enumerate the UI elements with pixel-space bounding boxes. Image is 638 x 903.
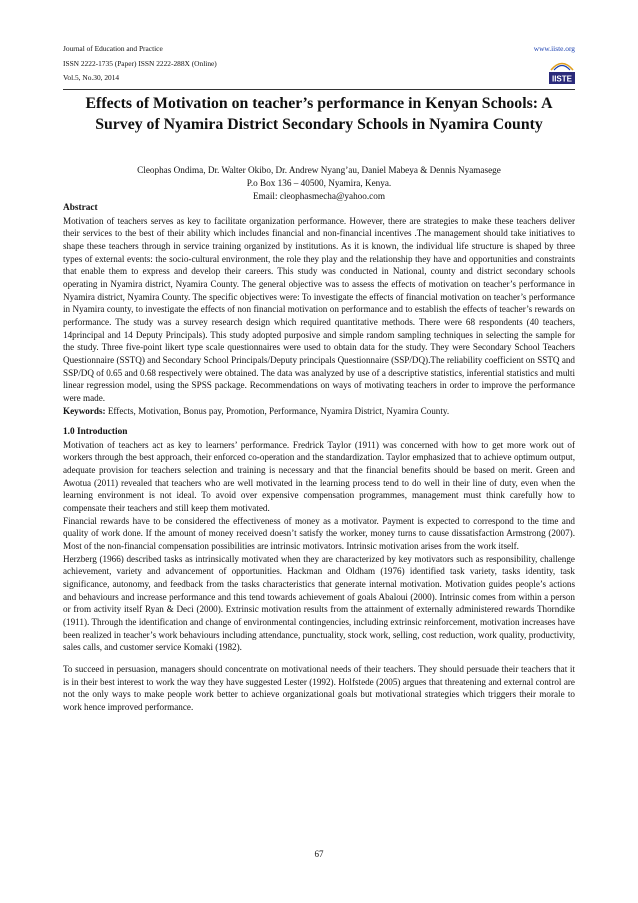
- intro-paragraph-2: Financial rewards have to be considered the effectiveness of money as a motivator. Payment is expected to correspond to the time and quality of work done. If the amount of money received doesn’t satisfy the worker, money turns to cause dissatisfaction Armstrong (2007). Most of the non-financial compensation possibilities are intrinsic motivators. Intrinsic motivation arises from the work itself.: [63, 515, 575, 552]
- logo-text: IISTE: [551, 74, 573, 84]
- author-block: [63, 164, 575, 203]
- abstract-text: Motivation of teachers serves as key to facilitate organization performance. However, there are strategies to make these teachers deliver their services to the best of their ability which includes financial and non-financial incentives .The management should take initiatives to shape these teachers through in service training organized by institutions. As it is known, the individual life structure is shaped by three types of external events: the socio-cultural environment, the role they play and the relationship they have and opportunities and constraints that enable them to express and develop their careers. This study was conducted in National, county and district secondary schools operating in Nyamira district, Nyamira County. The general objective was to assess the effects of motivation on teacher’s performance in Nyamira district, Nyamira County. The specific objectives were: To investigate the effects of financial motivation on teacher’s performance in Nyamira county, to investigate the effects of non financial motivation on performance and to establish the effects of teacher’s rewards on performance. The study was a survey research design which required quantitative methods. There were 68 respondents (40 teachers, 14principal and 14 Deputy Principals). This study adopted purposive and simple random sampling techniques in selecting the sample for the study. Three five-point likert type scale questionnaires were used to obtain data for the study. They were Secondary School Teachers Questionnaire (SSTQ) and Secondary School Principals/Deputy principals Questionnaire (SSP/DQ).The reliability coefficient on SSTQ and SSP/DQ of 0.65 and 0.68 respectively were obtained. The data was analyzed by use of a descriptive statistics, inferential statistics and multi linear regression model, using the SPSS package. Recommendations on ways of motivating teachers in order to improve the performance were made.: [63, 215, 575, 403]
- header-divider: [63, 89, 575, 90]
- journal-header: [63, 42, 575, 86]
- intro-paragraph-3: Herzberg (1966) described tasks as intrinsically motivated when they are characterized by key motivators such as responsibility, challenge achievement, variety and advancement of opportunities. Hackman and Oldham (1976) identified task variety, tasks identity, task significance, autonomy, and feedback from the tasks characteristics that generate internal motivation. Motivation guides people’s actions and behaviours and increase performance and this tend towards achievement of goals Abaloui (2000). Intrinsic comes from within a person or from activity itself Ryan & Deci (2000). Extrinsic motivation results from the attainment of externally administered rewards Thorndike (1911). Through the identification and change of environmental contingencies, including extrinsic reinforcement, motivation increases have been realized in teacher’s work behaviours including attendance, punctuality, stock work, selling, cost reduction, work quality, productivity, sales calls, and customer service Komaki (1982).: [63, 553, 575, 653]
- keywords-label: Keywords:: [63, 405, 106, 416]
- journal-name: Journal of Education and Practice: [63, 44, 163, 53]
- abstract-heading: Abstract: [63, 203, 98, 213]
- intro-paragraph-1: Motivation of teachers act as key to learners’ performance. Fredrick Taylor (1911) was concerned with how to get more work out of workers through the best approach, their enforced co-operation and the standardization. Taylor emphasized that to achieve optimum output, adequate provision for teachers selection and training is necessary and that the financial benefits should be based on merit. Green and Awotua (2011) revealed that teachers who are well motivated in the learning process tend to do well in their line of duty, even when the learning environment is not ideal. To avoid over expensive compensation programmes, management must think carefully how to compensate their teachers and still keep them motivated.: [63, 439, 575, 514]
- paper-body: [63, 202, 575, 714]
- page-number: 67: [314, 849, 324, 859]
- email: Email: cleophasmecha@yahoo.com: [253, 191, 385, 201]
- address: P.o Box 136 – 40500, Nyamira, Kenya.: [246, 178, 392, 188]
- intro-paragraph-4: To succeed in persuasion, managers should concentrate on motivational needs of their teachers. They should persuade their teachers that it is in their best interest to work the way they have suggested Lester (1992). Holfstede (2005) argues that threatening and external control are not the only ways to make people work better to achieve organizational goals but motivational strategies which triggers their morale to work hence improved performance.: [63, 663, 575, 712]
- keywords-line: [63, 405, 575, 418]
- volume-line: Vol.5, No.30, 2014: [63, 73, 120, 82]
- authors: Cleophas Ondima, Dr. Walter Okibo, Dr. Andrew Nyang’au, Daniel Mabeya & Dennis Nyamasege: [137, 165, 501, 175]
- iiste-logo-icon: [549, 57, 575, 87]
- keywords-text: Effects, Motivation, Bonus pay, Promotion, Performance, Nyamira District, Nyamira County.: [105, 405, 450, 416]
- introduction-heading: 1.0 Introduction: [63, 427, 128, 438]
- paper-title: Effects of Motivation on teacher’s performance in Kenyan Schools: A Survey of Nyamira District Secondary Schools in Nyamira County: [85, 95, 553, 133]
- journal-url-link[interactable]: www.iiste.org: [533, 44, 575, 53]
- issn-line: ISSN 2222-1735 (Paper) ISSN 2222-288X (Online): [63, 58, 217, 68]
